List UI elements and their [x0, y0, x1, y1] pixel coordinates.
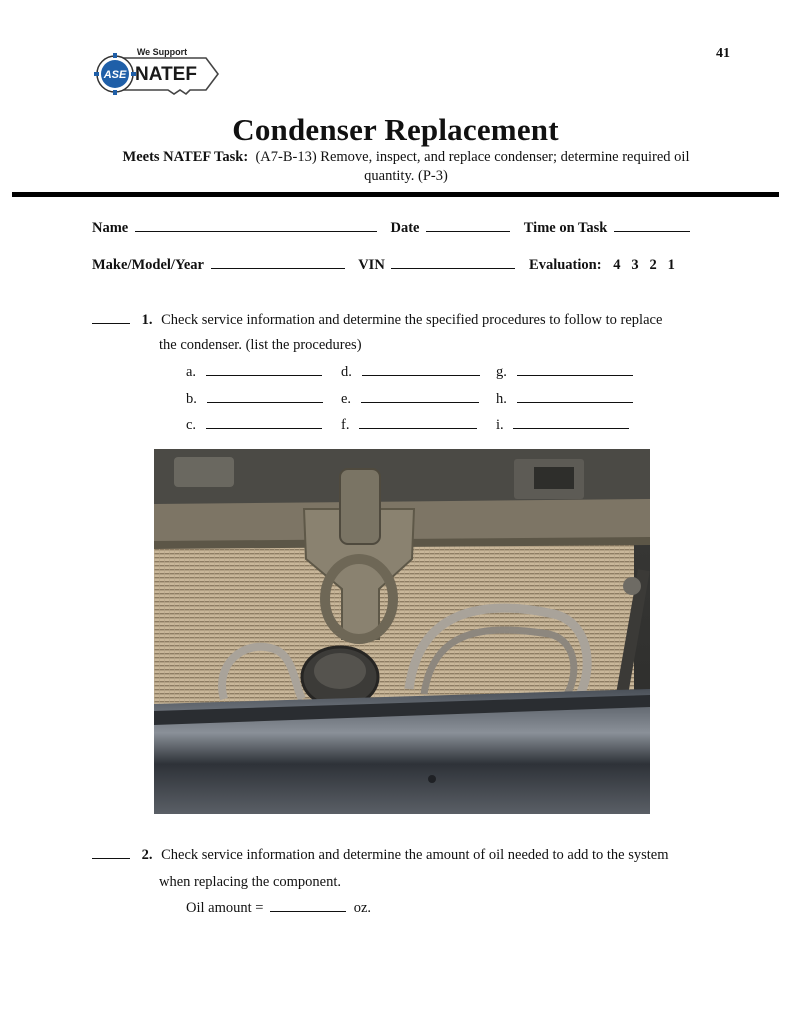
question-1	[92, 310, 732, 330]
question-2-check-field[interactable]	[92, 857, 130, 859]
date-label: Date	[390, 220, 420, 236]
procedure-item-e	[341, 391, 479, 408]
question-2-text-line2: when replacing the component.	[159, 874, 341, 890]
make-model-year-label: Make/Model/Year	[92, 257, 204, 273]
procedure-field[interactable]	[207, 401, 323, 403]
question-2-number: 2.	[141, 847, 153, 863]
name-label: Name	[92, 220, 129, 236]
procedure-letter: b.	[186, 391, 197, 407]
condenser-photo-graphic	[154, 449, 650, 814]
logo-name: NATEF	[135, 64, 197, 85]
procedure-field[interactable]	[513, 427, 629, 429]
condenser-photo	[154, 449, 650, 814]
procedure-letter: f.	[341, 417, 350, 433]
procedure-item-h	[496, 391, 633, 408]
evaluation-scores[interactable]: 4 3 2 1	[613, 257, 675, 273]
natef-logo-graphic	[94, 44, 220, 108]
question-1-text-line1: Check service information and determine the specified procedures to follow to replace	[161, 312, 663, 328]
question-1-text-line2: the condenser. (list the procedures)	[159, 337, 362, 353]
time-on-task-label: Time on Task	[523, 220, 608, 236]
procedure-field[interactable]	[206, 427, 322, 429]
procedure-item-a	[186, 364, 322, 381]
procedure-field[interactable]	[359, 427, 477, 429]
task-text: (A7-B-13) Remove, inspect, and replace condenser; determine required oil quantity. (P-3)	[255, 149, 690, 184]
procedure-field[interactable]	[206, 374, 322, 376]
procedure-letter: e.	[341, 391, 352, 407]
page-title: Condenser Replacement	[232, 112, 559, 147]
procedure-field[interactable]	[362, 374, 480, 376]
procedure-item-i	[496, 417, 629, 434]
date-field[interactable]	[426, 230, 510, 232]
procedure-item-g	[496, 364, 633, 381]
procedure-letter: a.	[186, 364, 197, 380]
oil-amount-label: Oil amount =	[186, 900, 264, 916]
procedure-letter: d.	[341, 364, 352, 380]
time-on-task-field[interactable]	[614, 230, 690, 232]
logo-tagline: We Support	[136, 47, 188, 57]
procedure-letter: i.	[496, 417, 504, 433]
procedure-item-f	[341, 417, 477, 434]
question-1-number: 1.	[141, 312, 153, 328]
logo-badge-text: ASE	[103, 69, 127, 81]
info-row-2	[92, 257, 675, 274]
procedure-letter: c.	[186, 417, 197, 433]
procedure-letter: g.	[496, 364, 507, 380]
make-model-year-field[interactable]	[211, 267, 345, 269]
procedure-field[interactable]	[517, 401, 633, 403]
question-2	[92, 845, 732, 865]
vin-field[interactable]	[391, 267, 515, 269]
natef-logo	[94, 44, 220, 108]
procedure-letter: h.	[496, 391, 507, 407]
procedure-item-c	[186, 417, 322, 434]
oil-amount-field[interactable]	[270, 910, 346, 912]
procedure-field[interactable]	[361, 401, 479, 403]
oil-amount-unit: oz.	[353, 900, 372, 916]
procedure-item-b	[186, 391, 323, 408]
procedure-item-d	[341, 364, 480, 381]
page-number: 41	[716, 46, 730, 61]
task-description	[96, 148, 716, 186]
evaluation-label: Evaluation:	[529, 257, 602, 273]
name-field[interactable]	[135, 230, 377, 232]
oil-amount-row	[186, 898, 371, 918]
procedure-field[interactable]	[517, 374, 633, 376]
info-row-1	[92, 220, 690, 237]
question-2-text-line1: Check service information and determine the amount of oil needed to add to the system	[161, 847, 669, 863]
task-label: Meets NATEF Task:	[122, 149, 249, 165]
vin-label: VIN	[358, 257, 385, 273]
header-divider	[12, 192, 779, 197]
question-1-check-field[interactable]	[92, 322, 130, 324]
